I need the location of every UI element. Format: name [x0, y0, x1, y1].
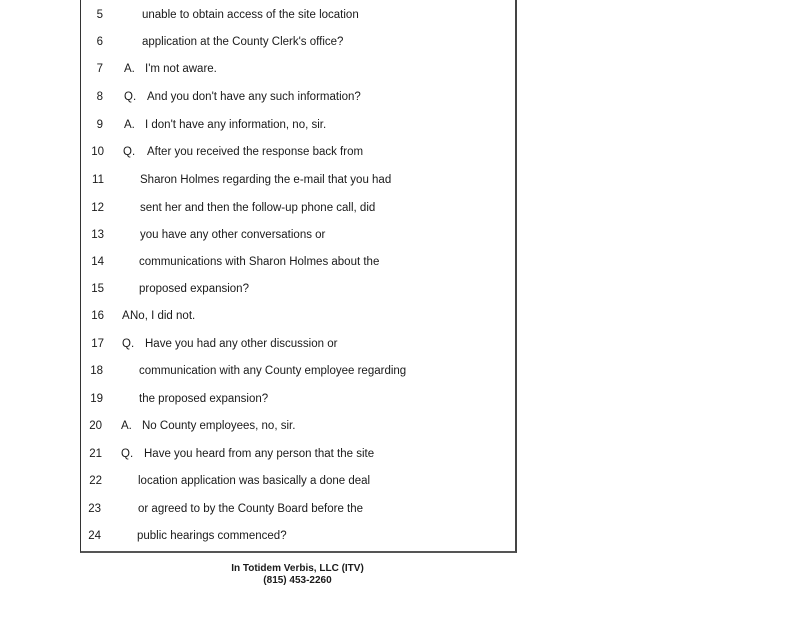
footer-phone: (815) 453-2260 [263, 575, 332, 586]
line-text: Have you had any other discussion or [145, 338, 338, 350]
footer-company: In Totidem Verbis, LLC (ITV) [231, 563, 364, 574]
line-number: 23 [88, 503, 101, 515]
line-text: you have any other conversations or [140, 229, 326, 241]
line-number: 6 [96, 36, 103, 48]
speaker-label: Q. [122, 338, 135, 350]
line-number: 24 [88, 530, 101, 542]
line-text: I'm not aware. [145, 63, 217, 75]
speaker-label: A. [124, 63, 135, 75]
line-number: 9 [96, 119, 103, 131]
line-text: Sharon Holmes regarding the e-mail that you had [140, 174, 392, 186]
speaker-label: A. [122, 310, 133, 322]
line-number: 14 [91, 256, 104, 268]
line-number: 17 [91, 338, 104, 350]
line-text: location application was basically a done deal [138, 475, 371, 487]
line-number: 13 [91, 229, 104, 241]
line-number: 16 [91, 310, 104, 322]
line-text: proposed expansion? [139, 283, 249, 295]
line-text: or agreed to by the County Board before the [138, 503, 364, 515]
line-text: unable to obtain access of the site location [142, 9, 359, 21]
line-text: And you don't have any such information? [147, 91, 361, 103]
line-number: 10 [91, 146, 104, 158]
line-number: 18 [90, 365, 103, 377]
line-number: 15 [91, 283, 104, 295]
line-text: public hearings commenced? [137, 530, 287, 542]
speaker-label: Q. [124, 91, 137, 103]
line-number: 7 [96, 63, 103, 75]
line-text: After you received the response back from [147, 146, 364, 158]
line-number: 21 [89, 448, 102, 460]
line-number: 5 [96, 9, 103, 21]
line-number: 12 [91, 202, 104, 214]
line-text: No County employees, no, sir. [142, 420, 296, 432]
line-text: application at the County Clerk's office? [142, 36, 344, 48]
line-text: Have you heard from any person that the site [144, 448, 375, 460]
line-text: the proposed expansion? [139, 393, 269, 405]
speaker-label: A. [124, 119, 135, 131]
line-number: 19 [90, 393, 103, 405]
line-text: sent her and then the follow-up phone call, did [140, 202, 376, 214]
line-text: communications with Sharon Holmes about the [139, 256, 380, 268]
speaker-label: A. [121, 420, 132, 432]
line-text: communication with any County employee regarding [139, 365, 407, 377]
line-number: 11 [92, 174, 104, 186]
speaker-label: Q. [123, 146, 136, 158]
speaker-label: Q. [121, 448, 134, 460]
line-text: I don't have any information, no, sir. [145, 119, 327, 131]
line-number: 22 [89, 475, 102, 487]
line-number: 20 [89, 420, 102, 432]
line-text: No, I did not. [130, 310, 196, 322]
line-number: 8 [96, 91, 103, 103]
